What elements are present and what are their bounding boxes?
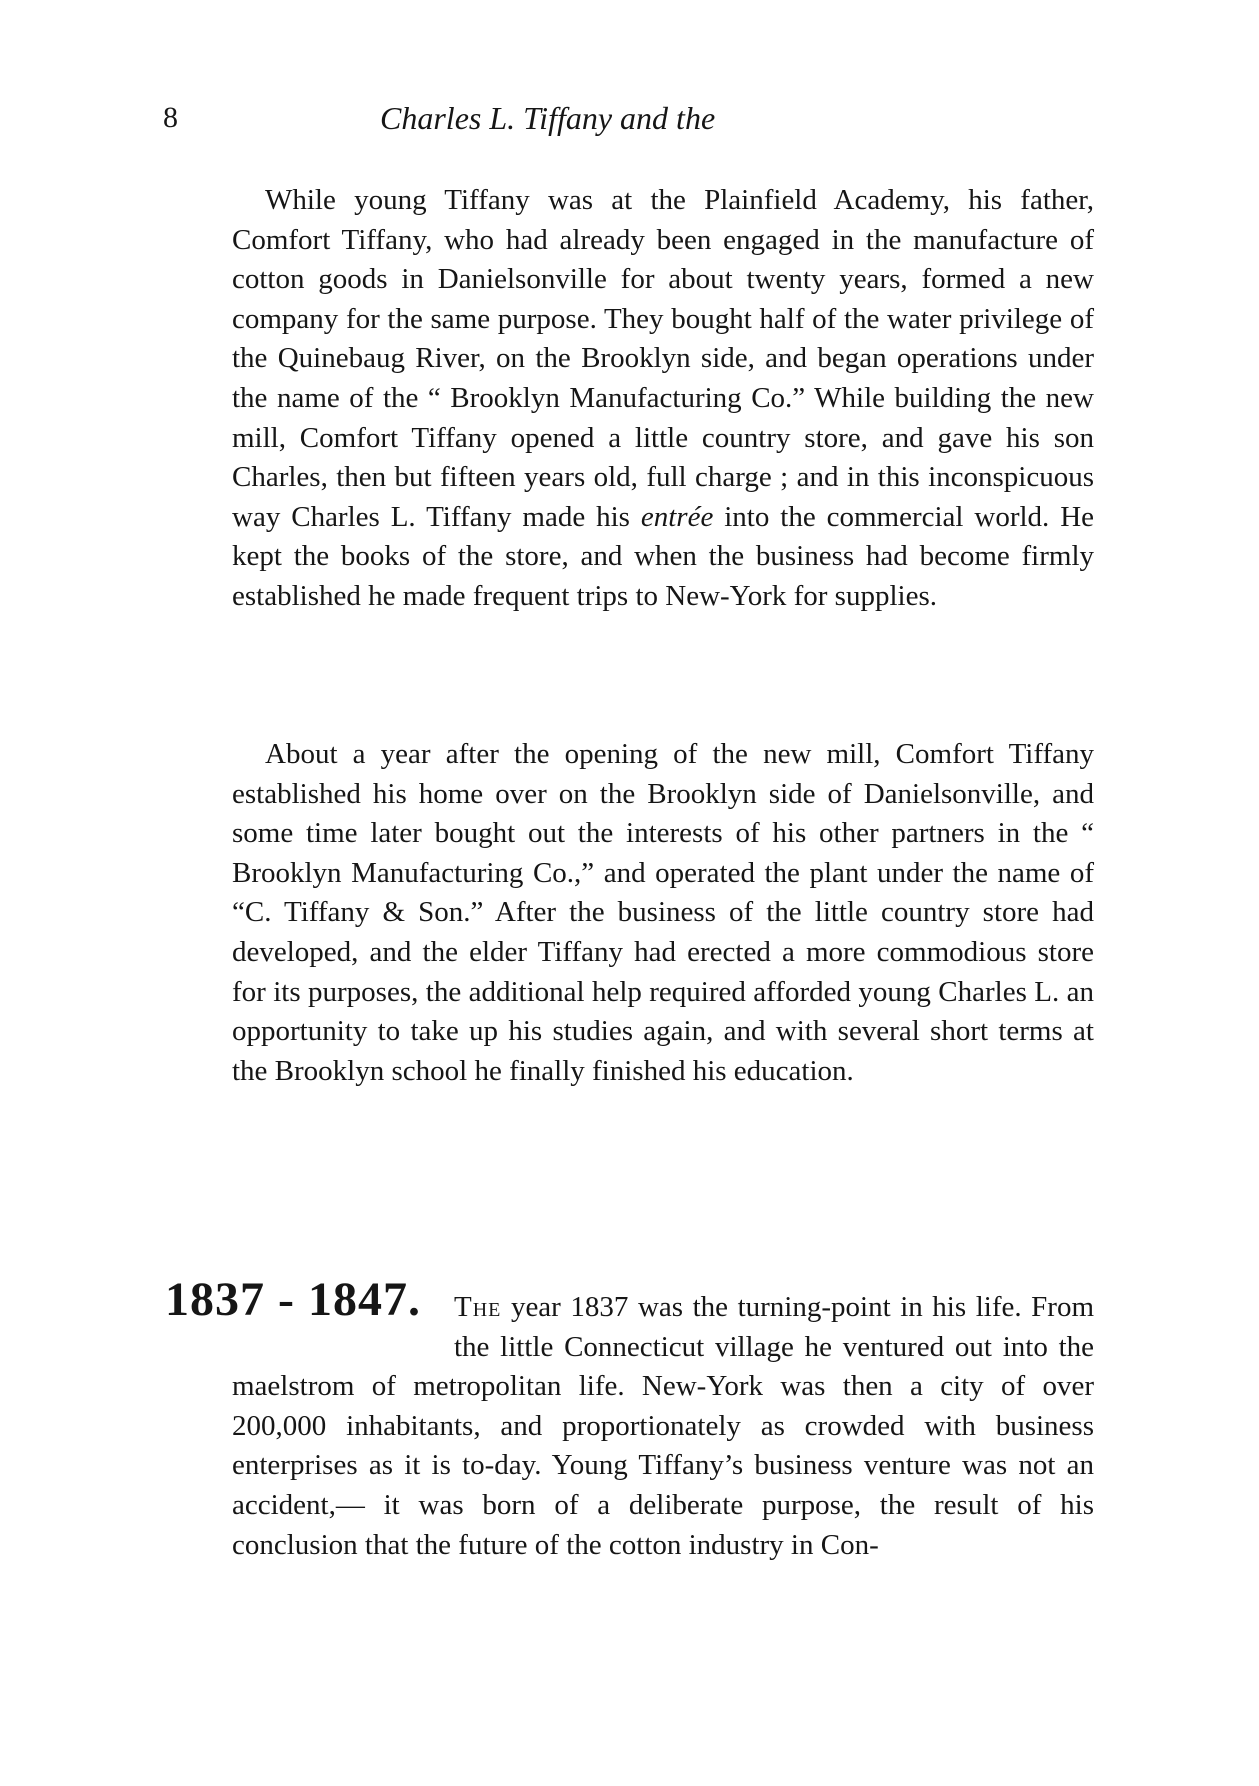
paragraph-1 [232,181,1094,617]
running-title: Charles L. Tiffany and the [380,100,716,136]
paragraph-1-text-a: While young Tiffany was at the Plainfield Academy, his father, Comfort Tiffany, who had already been engaged in the manufacture of cotton goods in Danielsonville for about twenty years, formed a new company for the same purpose. They bought half of the water privilege of the Quinebaug River, on the Brooklyn side, and began operations under the name of the “ Brooklyn Manufacturing Co.” While building the new mill, Comfort Tiffany opened a little country store, and gave his son Charles, then but fifteen years old, full charge ; and in this inconspicuous way Charles L. Tiffany made his [232,184,1094,533]
date-heading-gap [232,1288,454,1360]
paragraph-1-italic-word: entrée [640,500,714,533]
page-number: 8 [163,101,178,134]
paragraph-3-text: year 1837 was the turning-point in his life. From the little Connecticut village he ventured out into the maelstrom of metropolitan life. New-York was then a city of over 200,000 inhabitants, and proportionately as crowded with business enterprises as it is to-day. Young Tiffany’s business venture was not an accident,— it was born of a deliberate purpose, the result of his conclusion that the future of the cotton industry in Con- [232,1291,1095,1561]
paragraph-1-text-b: into the commercial world. He kept the books of the store, and when the business had become firmly established he made frequent trips to New-York for supplies. [232,500,1095,612]
section-date-heading: 1837 - 1847. [165,1273,421,1326]
paragraph-2: About a year after the opening of the new mill, Comfort Tiffany established his home over on the Brooklyn side of Danielsonville, and some time later bought out the interests of his other partners in the “ Brooklyn Manufacturing Co.,” and operated the plant under the name of “C. Tiffany & Son.” After the business of the little country store had developed, and the elder Tiffany had erected a more commodious store for its purposes, the additional help required afforded young Charles L. an opportunity to take up his studies again, and with several short terms at the Brooklyn school he finally finished his education. [232,738,1094,1087]
paragraph-3 [232,1288,1094,1565]
paragraph-3-lead-word: The [454,1291,502,1323]
